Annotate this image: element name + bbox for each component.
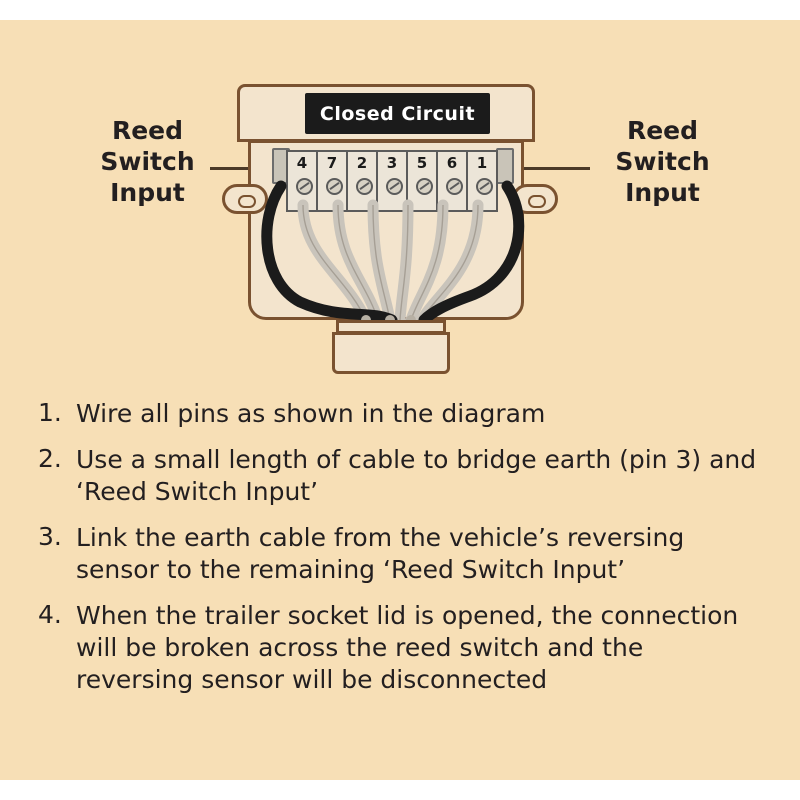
list-item — [38, 600, 768, 696]
terminal-pin: 4 — [286, 150, 318, 212]
instruction-list — [38, 398, 768, 710]
plug-body — [332, 332, 450, 374]
list-item — [38, 522, 768, 586]
list-item — [38, 444, 768, 508]
step-text: Use a small length of cable to bridge earth (pin 3) and ‘Reed Switch Input’ — [76, 445, 757, 506]
terminal-pin: 1 — [466, 150, 498, 212]
closed-circuit-badge: Closed Circuit — [305, 93, 490, 134]
terminal-pin: 3 — [376, 150, 408, 212]
step-text: When the trailer socket lid is opened, the connection will be broken across the reed switch and the reversing sensor will be disconnected — [76, 601, 739, 694]
terminal-pin: 2 — [346, 150, 378, 212]
step-number: 4. — [38, 600, 62, 629]
terminal-pin: 6 — [436, 150, 468, 212]
step-text: Wire all pins as shown in the diagram — [76, 399, 546, 428]
instruction-panel — [0, 20, 800, 780]
reed-switch-input-label-left: Reed Switch Input — [100, 116, 195, 207]
list-item — [38, 398, 768, 430]
step-number: 1. — [38, 398, 62, 427]
step-number: 3. — [38, 522, 62, 551]
terminal-pin: 5 — [406, 150, 438, 212]
reed-switch-input-label-right: Reed Switch Input — [615, 116, 710, 207]
terminal-pin: 7 — [316, 150, 348, 212]
step-number: 2. — [38, 444, 62, 473]
step-text: Link the earth cable from the vehicle’s reversing sensor to the remaining ‘Reed Switch Input’ — [76, 523, 685, 584]
wiring-diagram — [0, 20, 800, 390]
